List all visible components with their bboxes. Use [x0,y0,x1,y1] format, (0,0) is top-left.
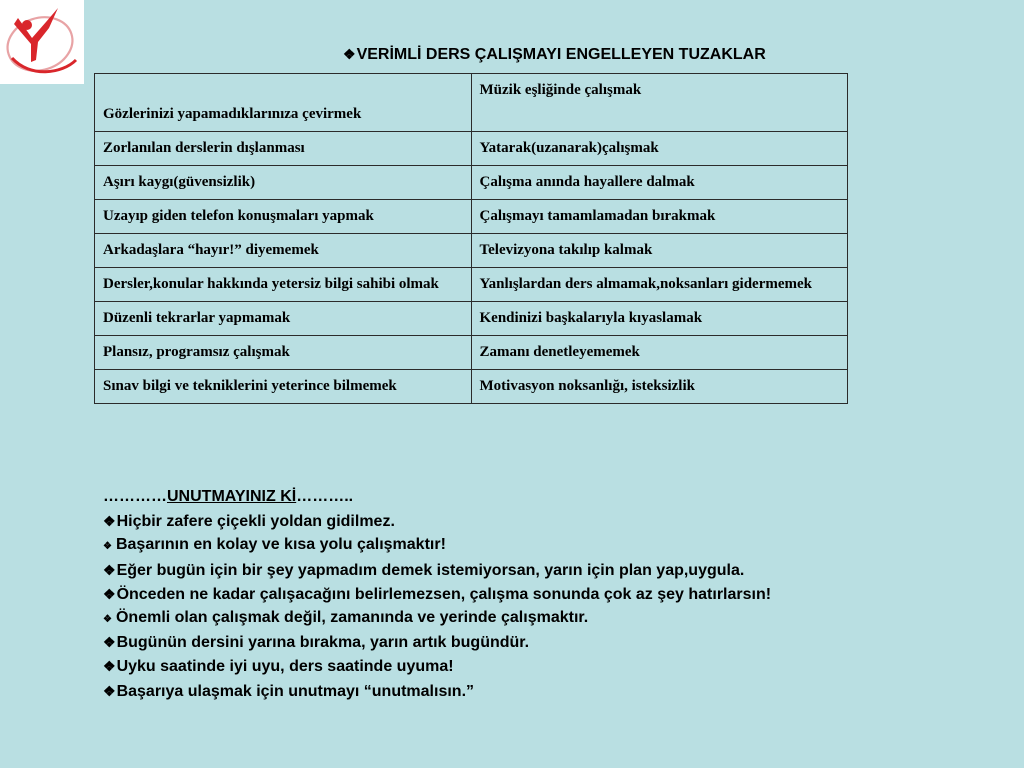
table-row [95,336,848,370]
reminders-heading [103,485,771,509]
table-cell [95,370,472,404]
diamond-bullet-icon: ❖ [103,658,116,675]
table-cell: Gözlerinizi yapamadıklarınıza çevirmek [95,74,472,132]
table-row [95,370,848,404]
diamond-bullet-icon: ❖ [103,561,116,578]
list-item-text: Uyku saatinde iyi uyu, ders saatinde uyuma! [116,658,454,676]
heading-text: UNUTMAYINIZ Kİ [167,488,297,505]
heading-suffix: ……….. [296,488,354,505]
list-item [103,509,771,533]
list-item [103,582,771,606]
table-row [95,268,848,302]
table-cell: Kendinizi başkalarıyla kıyaslamak [471,302,848,336]
diamond-bullet-icon: ❖ [103,541,112,553]
list-item-text: Başarıya ulaşmak için unutmayı “unutmalısın.” [116,682,475,700]
list-item-text: Önemli olan çalışmak değil, zamanında ve yerinde çalışmaktır. [115,608,589,626]
table-cell: Plansız, programsız çalışmak [95,336,472,370]
list-item [103,654,771,678]
table-cell: Motivasyon noksanlığı, isteksizlik [471,370,848,404]
table-cell-text: Dersler,konular hakkında yetersiz bilgi sahibi olmak [103,276,439,292]
list-item-text: Başarının en kolay ve kısa yolu çalışmaktır! [115,536,446,554]
list-item [103,630,771,654]
table-cell-text: Yanlışlardan ders almamak,noksanları gidermemek [479,276,813,292]
table-cell: Arkadaşlara “hayır!” diyememek [95,234,472,268]
table-cell: Aşırı kaygı(güvensizlik) [95,166,472,200]
list-item [103,533,771,557]
table-row [95,234,848,268]
table-cell: Zorlanılan derslerin dışlanması [95,132,472,166]
table-cell [95,200,472,234]
table-cell: Düzenli tekrarlar yapmamak [95,302,472,336]
slide-title [343,46,766,64]
table-cell: Zamanı denetleyememek [471,336,848,370]
list-item [103,679,771,703]
logo [0,0,84,84]
heading-prefix: ………… [103,488,167,505]
table-row [95,132,848,166]
list-item-text: Önceden ne kadar çalışacağını belirlemezsen, çalışma sonunda çok az şey hatırlarsın! [116,585,772,603]
diamond-bullet-icon: ❖ [103,585,116,602]
table-cell: Yatarak(uzanarak)çalışmak [471,132,848,166]
table-cell: Çalışma anında hayallere dalmak [471,166,848,200]
traps-table [94,73,848,404]
diamond-bullet-icon: ❖ [103,513,116,530]
list-item-text: Hiçbir zafere çiçekli yoldan gidilmez. [116,513,395,531]
table-cell [95,268,472,302]
list-item-text: Eğer bugün için bir şey yapmadım demek istemiyorsan, yarın için plan yap,uygula. [116,561,745,579]
list-item [103,606,771,630]
table-row [95,166,848,200]
table-row [95,74,848,132]
table-cell-text: Uzayıp giden telefon konuşmaları yapmak [103,208,374,224]
reminders-list [103,485,771,703]
list-item [103,558,771,582]
slide-title-text: VERİMLİ DERS ÇALIŞMAYI ENGELLEYEN TUZAKLAR [356,46,766,63]
table-row [95,200,848,234]
table-cell [471,268,848,302]
diamond-bullet-icon: ❖ [103,613,112,625]
list-item-text: Bugünün dersini yarına bırakma, yarın artık bugündür. [116,634,530,652]
table-cell-text: Sınav bilgi ve tekniklerini yeterince bilmemek [103,378,397,394]
table-cell: Müzik eşliğinde çalışmak [471,74,848,132]
diamond-bullet-icon: ❖ [103,682,116,699]
table-cell: Çalışmayı tamamlamadan bırakmak [471,200,848,234]
diamond-bullet-icon: ❖ [103,634,116,651]
table-row [95,302,848,336]
diamond-bullet-icon: ❖ [343,46,356,62]
person-figure-logo-icon [0,0,84,84]
table-cell: Televizyona takılıp kalmak [471,234,848,268]
